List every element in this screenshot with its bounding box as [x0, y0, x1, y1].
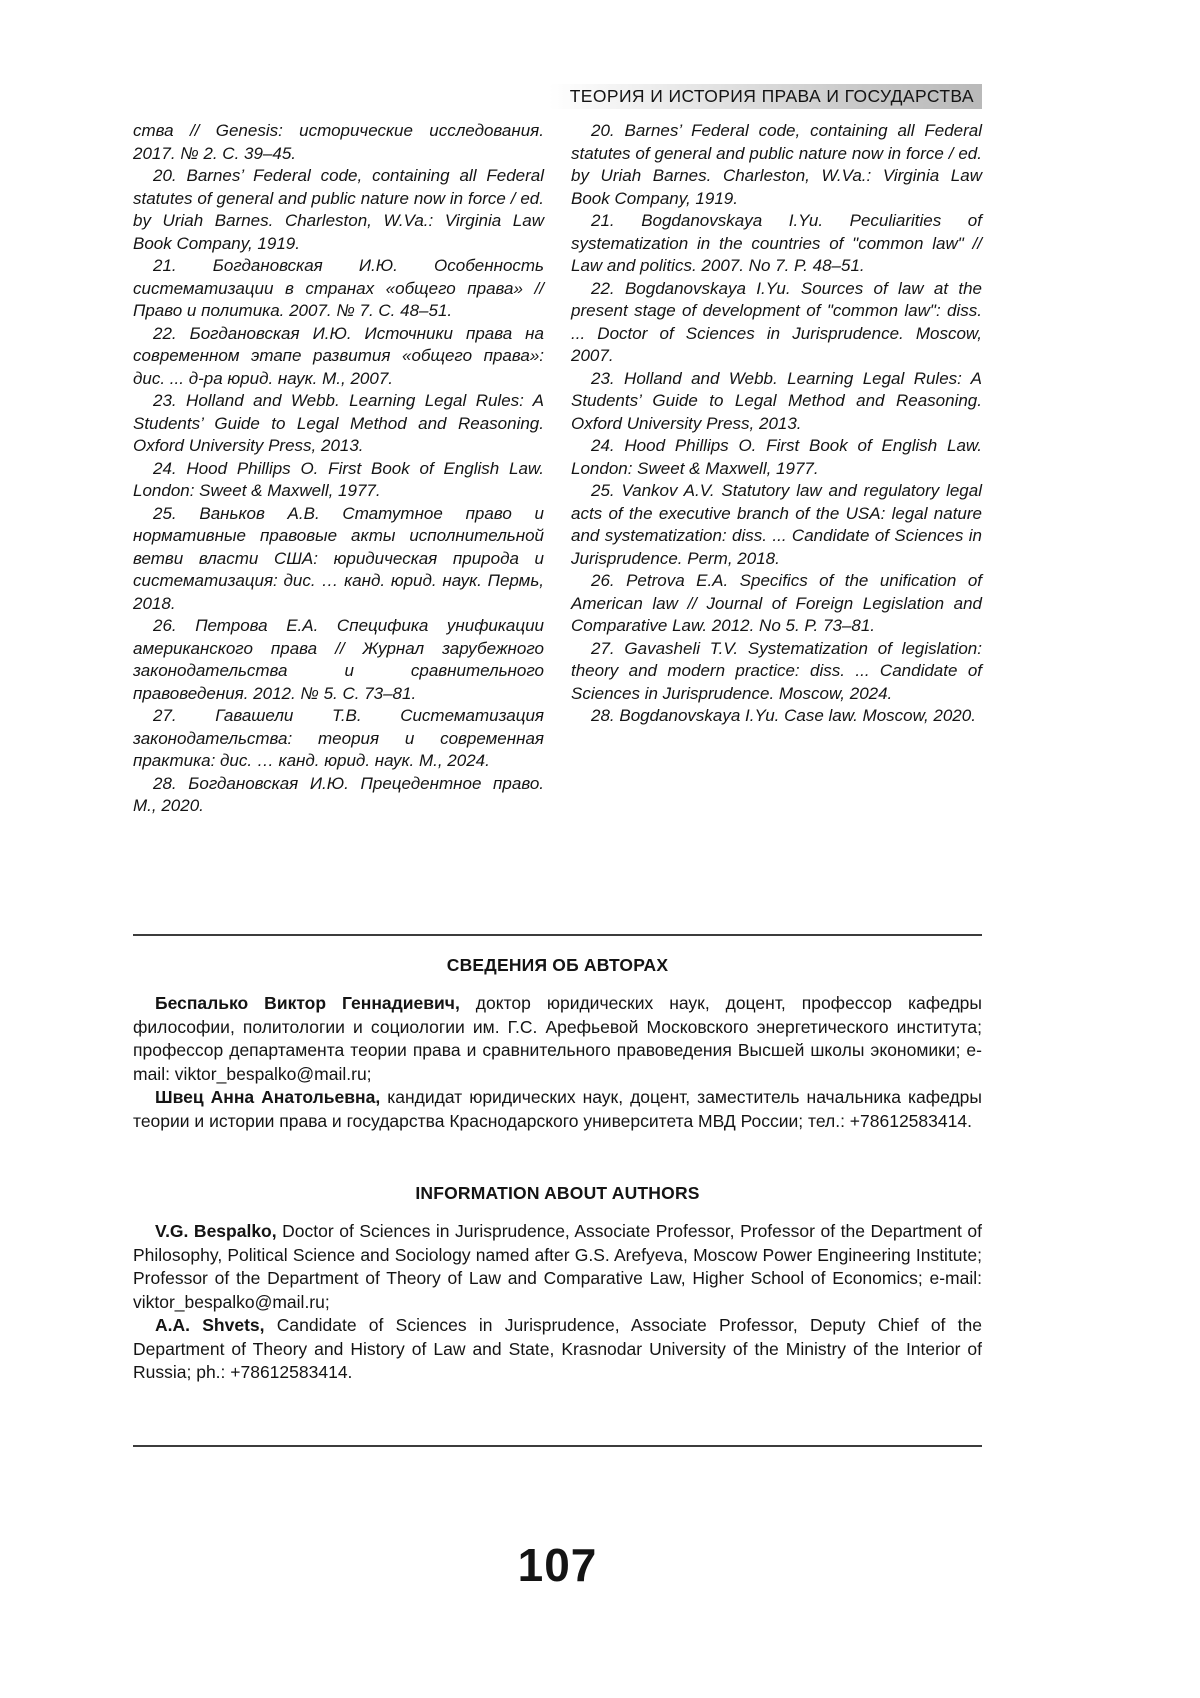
reference-item: 28. Bogdanovskaya I.Yu. Case law. Moscow, 2020.: [591, 706, 976, 725]
footer-divider: [133, 1445, 982, 1447]
reference-item: 25. Ваньков А.В. Статутное право и нормативные правовые акты исполнительной ветви власти США: юридическая природа и систематизация: дис. … канд. юрид. наук. Пермь, 2018.: [133, 503, 544, 613]
reference-item: 26. Петрова Е.А. Специфика унификации американского права // Журнал зарубежного законодательства и сравнительного правоведения. 2012. № 5. С. 73–81.: [133, 616, 544, 703]
author-ru-paragraph: [133, 1086, 982, 1133]
reference-item: 23. Holland and Webb. Learning Legal Rules: A Students’ Guide to Legal Method and Reasoning. Oxford University Press, 2013.: [571, 368, 982, 433]
authors-ru-block: [133, 992, 982, 1133]
reference-item: 25. Vankov A.V. Statutory law and regulatory legal acts of the executive branch of the USA: legal nature and systematization: diss. ... Candidate of Sciences in Jurisprudence. Perm, 2018.: [571, 481, 982, 568]
author-en-paragraph: [133, 1314, 982, 1385]
reference-item: 23. Holland and Webb. Learning Legal Rules: A Students’ Guide to Legal Method and Reasoning. Oxford University Press, 2013.: [133, 391, 544, 455]
reference-item: 26. Petrova E.A. Specifics of the unification of American law // Journal of Foreign Legislation and Comparative Law. 2012. No 5. P. 73–81.: [571, 571, 982, 635]
author-en-paragraph: [133, 1220, 982, 1314]
author-description: кандидат юридических наук, доцент, заместитель начальника кафедры теории и истории права и государства Краснодарского университета МВД России; тел.: +78612583414.: [133, 1087, 982, 1131]
reference-item: 24. Hood Phillips O. First Book of English Law. London: Sweet & Maxwell, 1977.: [571, 436, 982, 478]
author-name: V.G. Bespalko,: [155, 1221, 277, 1241]
reference-item: ства // Genesis: исторические исследования. 2017. № 2. С. 39–45.: [133, 121, 544, 163]
references-column-right: [571, 120, 982, 818]
reference-item: 22. Богдановская И.Ю. Источники права на современном этапе развития «общего права»: дис. ... д-ра юрид. наук. М., 2007.: [133, 323, 544, 388]
reference-item: 21. Богдановская И.Ю. Особенность систематизации в странах «общего права» // Право и политика. 2007. № 7. С. 48–51.: [133, 256, 544, 320]
reference-item: 24. Hood Phillips O. First Book of English Law. London: Sweet & Maxwell, 1977.: [133, 458, 544, 500]
author-description: Doctor of Sciences in Jurisprudence, Associate Professor, Professor of the Department of Philosophy, Political Science and Sociology named after G.S. Arefyeva, Moscow Power Engineering Institute; Professor of the Department of Theory of Law and Comparative Law, Higher School of Economics; e-mail: viktor_bespalko@mail.ru;: [133, 1221, 983, 1312]
author-name: Швец Анна Анатольевна,: [155, 1087, 381, 1107]
author-name: A.A. Shvets,: [155, 1315, 265, 1335]
reference-item: 20. Barnes’ Federal code, containing all Federal statutes of general and public nature now in force / ed. by Uriah Barnes. Charleston, W.Va.: Virginia Law Book Company, 1919.: [133, 166, 544, 253]
references-column-left: [133, 120, 544, 818]
reference-item: 27. Гавашели Т.В. Систематизация законодательства: теория и современная практика: дис. … канд. юрид. наук. М., 2024.: [133, 706, 544, 770]
author-description: доктор юридических наук, доцент, профессор кафедры философии, политологии и социологии им. Г.С. Арефьевой Московского энергетического института; профессор департамента теории права и сравнительного правоведения Высшей школы экономики; e-mail: viktor_bespalko@mail.ru;: [133, 993, 982, 1084]
page-number: 107: [517, 1539, 598, 1591]
authors-en-heading: INFORMATION ABOUT AUTHORS: [415, 1183, 700, 1203]
reference-item: 21. Bogdanovskaya I.Yu. Peculiarities of systematization in the countries of "common law" // Law and politics. 2007. No 7. P. 48–51.: [571, 211, 982, 275]
authors-en-block: [133, 1220, 982, 1385]
reference-item: 28. Богдановская И.Ю. Прецедентное право. М., 2020.: [133, 773, 544, 815]
author-description: Candidate of Sciences in Jurisprudence, Associate Professor, Deputy Chief of the Department of Theory and History of Law and State, Krasnodar University of the Ministry of the Interior of Russia; ph.: +78612583414.: [133, 1315, 982, 1382]
authors-ru-heading: СВЕДЕНИЯ ОБ АВТОРАХ: [446, 955, 669, 975]
reference-item: 20. Barnes’ Federal code, containing all Federal statutes of general and public nature now in force / ed. by Uriah Barnes. Charleston, W.Va.: Virginia Law Book Company, 1919.: [571, 121, 982, 208]
author-ru-paragraph: [133, 992, 982, 1086]
section-divider: [133, 934, 982, 936]
running-head: ТЕОРИЯ И ИСТОРИЯ ПРАВА И ГОСУДАРСТВА: [490, 84, 982, 109]
reference-item: 22. Bogdanovskaya I.Yu. Sources of law at the present stage of development of "common law": diss. ... Doctor of Sciences in Jurisprudence. Moscow, 2007.: [571, 278, 982, 365]
author-name: Беспалько Виктор Геннадиевич,: [155, 993, 460, 1013]
references-columns: [133, 120, 982, 818]
reference-item: 27. Gavasheli T.V. Systematization of legislation: theory and modern practice: diss. ... Candidate of Sciences in Jurisprudence. Moscow, 2024.: [571, 638, 982, 703]
